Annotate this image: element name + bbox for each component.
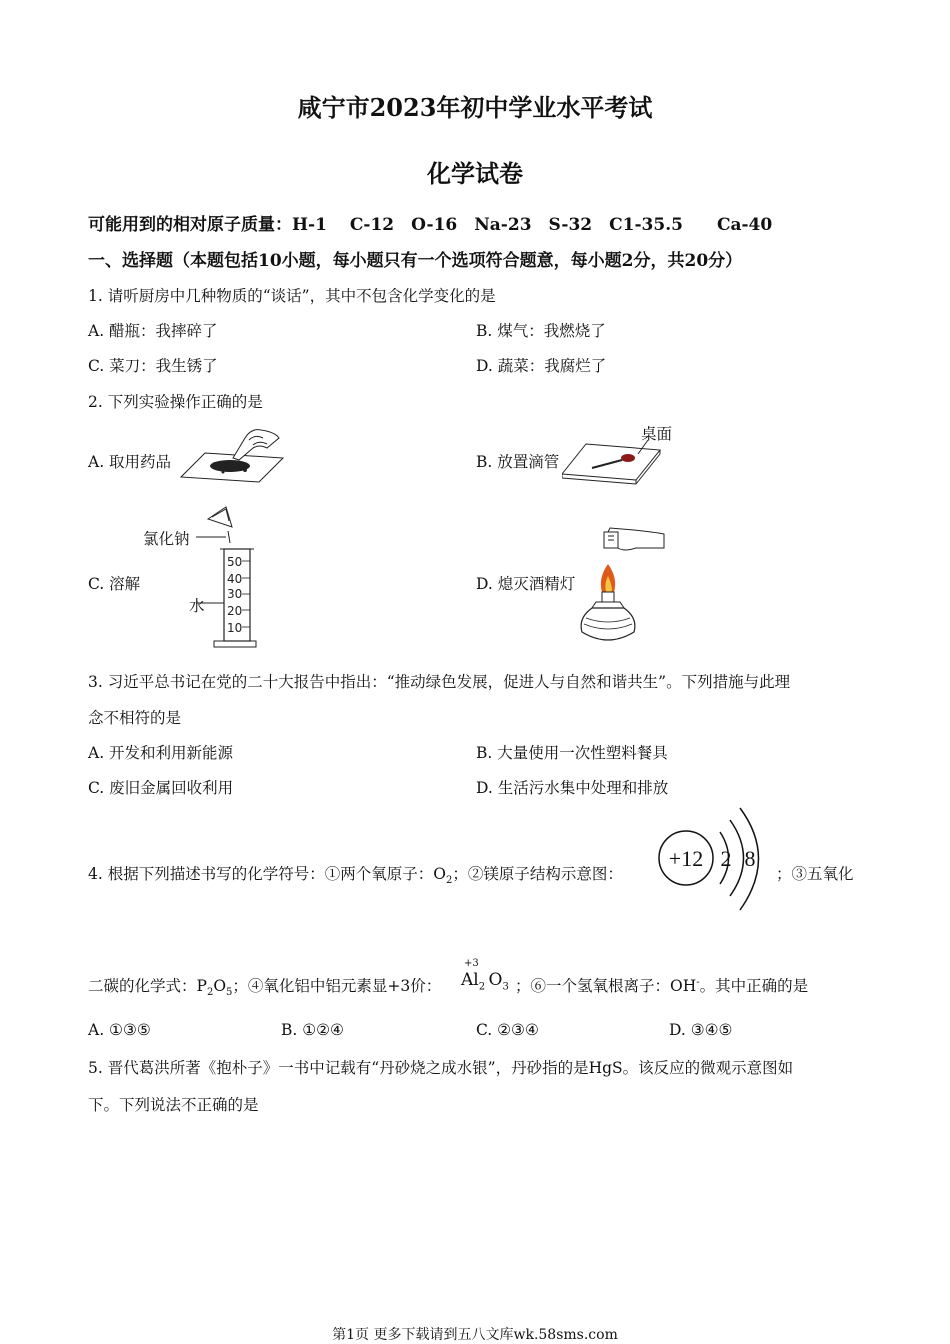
exam-title: 咸宁市2023年初中学业水平考试 [297,93,653,122]
q4-part3: ；③五氧化 [776,865,854,883]
tick-50: 50 [227,555,243,569]
q4-p-subscript: 2 [206,987,214,999]
q4-line2-c: ；④氧化铝中铝元素显+3价： [232,977,442,995]
q3-option-a: A. 开发和利用新能源 [88,744,234,762]
q4-line1 [88,862,623,886]
q4-o5-subscript: 5 [226,987,233,999]
q4-oh-charge: - [696,976,700,988]
shell1-electrons: 2 [720,846,732,871]
take-reagent-illustration [175,418,290,488]
magnesium-atom-diagram [655,806,765,914]
q2-option-b: B. 放置滴管 [476,453,560,471]
q4-line2 [88,974,441,998]
q4-o2-subscript: 2 [445,875,453,887]
al-symbol: Al [461,970,479,990]
al-subscript: 2 [478,981,486,993]
q4-option-a: A. ①③⑤ [88,1021,151,1039]
salt-label: 氯化钠 [143,530,190,548]
q4-option-d: D. ③④⑤ [669,1021,733,1039]
page-footer: 第1页 更多下载请到五八文库wk.58sms.com [332,1327,618,1343]
water-label: 水 [189,597,205,615]
q1-option-a: A. 醋瓶：我摔碎了 [88,322,218,340]
alcohol-lamp-illustration [574,522,669,652]
tick-40: 40 [227,572,243,586]
q4-line2-e: 。其中正确的是 [699,977,809,995]
q1-stem: 1. 请听厨房中几种物质的“谈话”，其中不包含化学变化的是 [88,287,496,305]
q3-option-d: D. 生活污水集中处理和排放 [476,779,669,797]
q4-option-c: C. ②③④ [476,1021,539,1039]
q4-line2-tail [515,974,808,996]
desk-label: 桌面 [641,425,673,443]
q5-stem-line1: 5. 晋代葛洪所著《抱朴子》一书中记载有“丹砂烧之成水银”，丹砂指的是HgS。该反应的微观示意图如 [88,1059,794,1077]
q3-option-b: B. 大量使用一次性塑料餐具 [476,744,668,762]
q4-line2-a: 二碳的化学式：P [88,977,207,995]
tick-30: 30 [227,587,243,601]
atomic-masses: 可能用到的相对原子质量：H-1 C-12 O-16 Na-23 S-32 C1-35.5 Ca-40 [88,215,773,235]
q1-option-c: C. 菜刀：我生锈了 [88,357,218,375]
q1-option-b: B. 煤气：我燃烧了 [476,322,606,340]
graduated-cylinder-illustration [196,505,258,655]
q2-stem: 2. 下列实验操作正确的是 [88,393,263,411]
q1-option-d: D. 蔬菜：我腐烂了 [476,357,607,375]
q2-option-a: A. 取用药品 [88,453,172,471]
q3-stem-line1: 3. 习近平总书记在党的二十大报告中指出：“推动绿色发展，促进人与自然和谐共生”。下列措施与此理 [88,673,791,691]
section-heading: 一、选择题（本题包括10小题，每小题只有一个选项符合题意，每小题2分，共20分） [88,251,743,271]
q4-part2: ；②镁原子结构示意图： [452,865,623,883]
valence-mark: +3 [464,958,479,969]
aluminium-oxide-formula [461,970,509,992]
q3-stem-line2: 念不相符的是 [88,709,182,727]
q2-option-d: D. 熄灭酒精灯 [476,575,576,593]
shell2-electrons: 8 [744,846,756,871]
q4-line2-b: O [213,977,227,995]
o-subscript: 3 [502,981,509,993]
nucleus-charge: +12 [668,846,704,871]
dropper-on-desk-illustration [562,430,667,488]
tick-20: 20 [227,604,243,618]
q4-option-b: B. ①②④ [281,1021,344,1039]
exam-subtitle: 化学试卷 [427,159,523,188]
q4-line2-d: ；⑥一个氢氧根离子：OH [515,977,697,995]
q2-option-c: C. 溶解 [88,575,141,593]
q5-stem-line2: 下。下列说法不正确的是 [88,1096,259,1114]
tick-10: 10 [227,621,243,635]
q3-option-c: C. 废旧金属回收利用 [88,779,234,797]
o-symbol: O [488,970,503,990]
q4-part1: 4. 根据下列描述书写的化学符号：①两个氧原子：O [88,865,446,883]
